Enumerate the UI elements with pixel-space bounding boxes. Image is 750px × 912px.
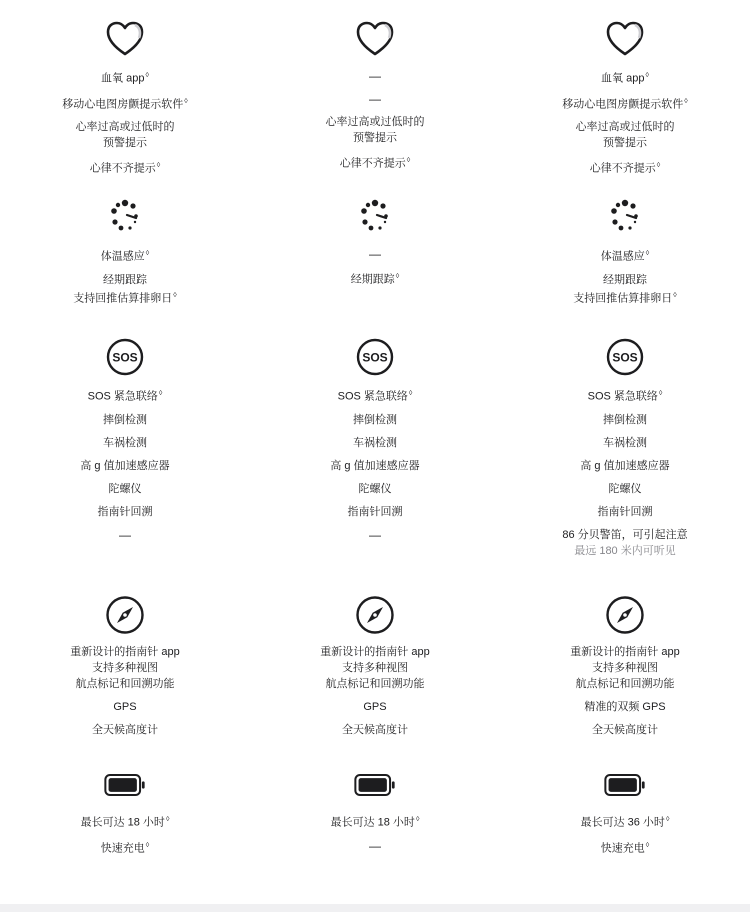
feature-sublabel: 最远 180 米内可听见 bbox=[574, 544, 676, 557]
temperature-sensor-icon bbox=[604, 196, 646, 238]
feature-label: 高 g 值加速感应器 bbox=[580, 459, 670, 472]
battery-icon bbox=[104, 766, 146, 804]
feature-label: 支持回推估算排卵日◊ bbox=[73, 291, 177, 305]
feature-label: 移动心电图房颤提示软件◊ bbox=[62, 97, 188, 111]
feature-label-group bbox=[320, 644, 429, 692]
feature-label: 血氧 app◊ bbox=[101, 72, 149, 85]
health-col-1 bbox=[0, 18, 250, 184]
compass-icon bbox=[604, 594, 646, 636]
battery-col-1 bbox=[0, 766, 250, 863]
temperature-col-3 bbox=[500, 196, 750, 313]
feature-label: 经期跟踪 bbox=[603, 273, 647, 286]
feature-label: 预警提示 bbox=[353, 132, 397, 144]
feature-label: 摔倒检测 bbox=[353, 413, 397, 426]
feature-label: 高 g 值加速感应器 bbox=[80, 459, 170, 472]
feature-label: 高 g 值加速感应器 bbox=[330, 459, 420, 472]
feature-label: 重新设计的指南针 app bbox=[320, 646, 430, 658]
feature-label: 血氧 app◊ bbox=[601, 72, 649, 85]
feature-label: 预警提示 bbox=[603, 137, 647, 150]
feature-label: 重新设计的指南针 app bbox=[570, 646, 680, 658]
feature-label: 航点标记和回溯功能 bbox=[75, 678, 175, 690]
feature-label: 重新设计的指南针 app bbox=[70, 646, 180, 658]
navigation-col-3 bbox=[500, 594, 750, 745]
feature-label: 支持回推估算排卵日◊ bbox=[573, 291, 677, 305]
feature-label: 摔倒检测 bbox=[603, 413, 647, 426]
svg-text:SOS: SOS bbox=[612, 350, 638, 365]
feature-label: SOS 紧急联络◊ bbox=[337, 390, 413, 403]
feature-label-group bbox=[326, 114, 425, 146]
compass-icon bbox=[104, 594, 146, 636]
feature-label: 经期跟踪◊ bbox=[350, 273, 400, 286]
feature-unavailable: — bbox=[369, 838, 381, 853]
feature-label: 指南针回溯 bbox=[347, 505, 403, 518]
feature-unavailable: — bbox=[369, 247, 381, 261]
feature-label: 最长可达 18 小时◊ bbox=[80, 816, 170, 829]
sos-icon bbox=[604, 336, 646, 378]
feature-label-group bbox=[76, 119, 175, 151]
feature-label: 陀螺仪 bbox=[608, 482, 642, 495]
feature-label-group bbox=[576, 119, 675, 151]
heart-icon bbox=[354, 18, 396, 60]
svg-text:SOS: SOS bbox=[362, 350, 388, 365]
temperature-sensor-icon bbox=[354, 196, 396, 238]
heart-icon bbox=[604, 18, 646, 60]
feature-label: 体温感应◊ bbox=[100, 250, 150, 263]
page-bottom-divider bbox=[0, 904, 750, 912]
feature-label: 心率过高或过低时的 bbox=[325, 116, 425, 128]
feature-label: 心率过高或过低时的 bbox=[575, 121, 675, 134]
feature-unavailable: — bbox=[369, 92, 381, 106]
temperature-sensor-icon bbox=[104, 196, 146, 238]
navigation-col-1 bbox=[0, 594, 250, 745]
safety-col-1 bbox=[0, 336, 250, 550]
sos-icon bbox=[104, 336, 146, 378]
battery-icon bbox=[354, 766, 396, 804]
feature-label: 陀螺仪 bbox=[108, 482, 142, 495]
feature-label: 心律不齐提示◊ bbox=[339, 157, 411, 170]
temperature-col-2 bbox=[250, 196, 500, 295]
feature-unavailable: — bbox=[119, 527, 131, 542]
feature-label: 最长可达 18 小时◊ bbox=[330, 816, 420, 829]
feature-label-group bbox=[73, 272, 176, 307]
health-col-3 bbox=[500, 18, 750, 184]
feature-label: 心律不齐提示◊ bbox=[89, 162, 161, 175]
feature-label: 支持多种视图 bbox=[91, 662, 158, 674]
feature-label: 最长可达 36 小时◊ bbox=[580, 816, 670, 829]
heart-icon bbox=[104, 18, 146, 60]
feature-label-group bbox=[573, 272, 676, 307]
feature-unavailable: — bbox=[369, 69, 381, 83]
feature-label: 预警提示 bbox=[103, 137, 147, 150]
feature-label: 体温感应◊ bbox=[600, 250, 650, 263]
feature-label: 快速充电◊ bbox=[600, 841, 650, 855]
feature-label: 精准的双频 GPS bbox=[584, 701, 666, 713]
feature-label: 车祸检测 bbox=[103, 436, 147, 449]
feature-label: 陀螺仪 bbox=[358, 482, 392, 495]
battery-col-2 bbox=[250, 766, 500, 861]
feature-label: 摔倒检测 bbox=[103, 413, 147, 426]
feature-label: 支持多种视图 bbox=[341, 662, 408, 674]
navigation-col-2 bbox=[250, 594, 500, 745]
feature-label: 移动心电图房颤提示软件◊ bbox=[562, 97, 688, 111]
feature-label: 心律不齐提示◊ bbox=[589, 162, 661, 175]
compass-icon bbox=[354, 594, 396, 636]
feature-label: 全天候高度计 bbox=[592, 724, 658, 736]
feature-label: SOS 紧急联络◊ bbox=[87, 390, 163, 403]
svg-text:SOS: SOS bbox=[112, 350, 138, 365]
battery-col-3 bbox=[500, 766, 750, 863]
feature-label: 车祸检测 bbox=[603, 436, 647, 449]
battery-icon bbox=[604, 766, 646, 804]
sos-icon bbox=[354, 336, 396, 378]
safety-col-2 bbox=[250, 336, 500, 550]
feature-label: 经期跟踪 bbox=[103, 273, 147, 286]
feature-label: 快速充电◊ bbox=[100, 841, 150, 855]
health-col-2 bbox=[250, 18, 500, 179]
feature-label: 指南针回溯 bbox=[97, 505, 153, 518]
feature-label: 指南针回溯 bbox=[597, 505, 653, 518]
feature-label: 航点标记和回溯功能 bbox=[575, 678, 675, 690]
temperature-col-1 bbox=[0, 196, 250, 313]
feature-label-group bbox=[570, 644, 679, 692]
feature-label: 心率过高或过低时的 bbox=[75, 121, 175, 134]
feature-label: 86 分贝警笛，可引起注意 bbox=[562, 528, 688, 541]
feature-label: GPS bbox=[113, 701, 137, 713]
feature-label: 全天候高度计 bbox=[342, 724, 408, 736]
feature-label: GPS bbox=[363, 701, 387, 713]
safety-col-3 bbox=[500, 336, 750, 566]
feature-label: 支持多种视图 bbox=[591, 662, 658, 674]
feature-label: 航点标记和回溯功能 bbox=[325, 678, 425, 690]
feature-unavailable: — bbox=[369, 527, 381, 542]
feature-label: 全天候高度计 bbox=[92, 724, 158, 736]
feature-label-group bbox=[70, 644, 179, 692]
feature-label: 车祸检测 bbox=[353, 436, 397, 449]
feature-label: SOS 紧急联络◊ bbox=[587, 390, 663, 403]
